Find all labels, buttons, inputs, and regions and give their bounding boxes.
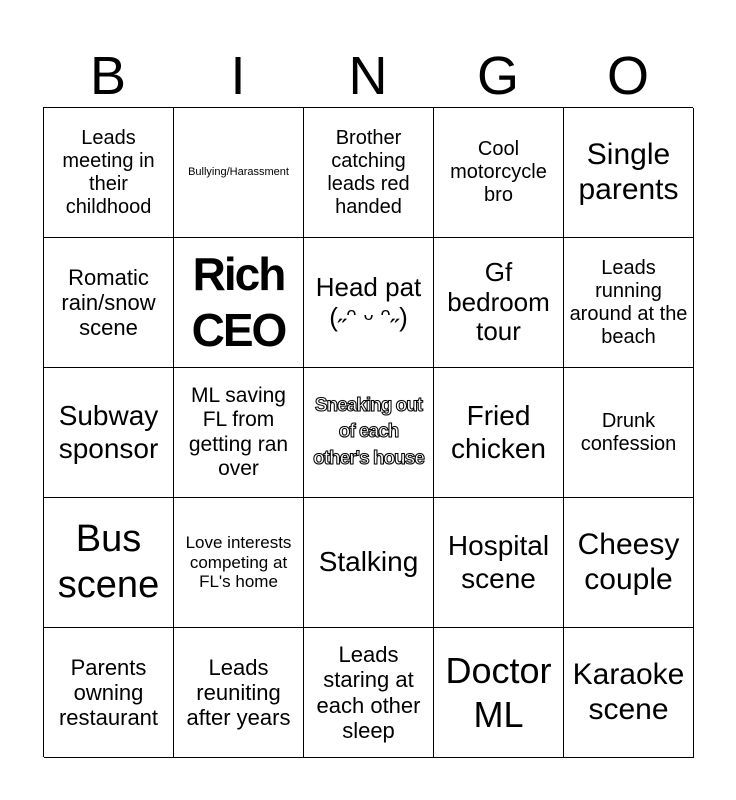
bingo-cell[interactable]: Gf bedroom tour <box>434 238 564 368</box>
header-letter-g: G <box>476 46 519 106</box>
bingo-cell[interactable]: Leads reuniting after years <box>174 628 304 758</box>
header-letter-i: I <box>230 46 246 106</box>
bingo-cell[interactable]: Subway sponsor <box>44 368 174 498</box>
bingo-cell[interactable]: Cheesy couple <box>564 498 694 628</box>
bingo-cell[interactable]: Stalking <box>304 498 434 628</box>
header-letter-o: O <box>606 46 649 106</box>
bingo-header <box>43 45 693 107</box>
bingo-cell[interactable]: Head pat (˶ᵔ ᵕ ᵔ˶) <box>304 238 434 368</box>
bingo-cell[interactable]: Bus scene <box>44 498 174 628</box>
bingo-cell[interactable]: Sneaking out of each other's house <box>304 368 434 498</box>
bingo-cell[interactable]: Single parents <box>564 108 694 238</box>
bingo-cell[interactable]: Hospital scene <box>434 498 564 628</box>
header-letter-n: N <box>348 46 388 106</box>
bingo-cell[interactable]: Leads meeting in their childhood <box>44 108 174 238</box>
bingo-cell[interactable]: Brother catching leads red handed <box>304 108 434 238</box>
bingo-cell[interactable]: Cool motorcycle bro <box>434 108 564 238</box>
bingo-grid <box>43 107 693 757</box>
bingo-cell[interactable]: Karaoke scene <box>564 628 694 758</box>
bingo-cell[interactable]: Love interests competing at FL's home <box>174 498 304 628</box>
bingo-cell[interactable]: Leads running around at the beach <box>564 238 694 368</box>
bingo-cell[interactable]: Leads staring at each other sleep <box>304 628 434 758</box>
bingo-cell[interactable]: ML saving FL from getting ran over <box>174 368 304 498</box>
bingo-cell[interactable]: Doctor ML <box>434 628 564 758</box>
bingo-cell[interactable]: Drunk confession <box>564 368 694 498</box>
bingo-cell[interactable]: Bullying/Harassment <box>174 108 304 238</box>
bingo-cell[interactable]: Rich CEO <box>174 238 304 368</box>
bingo-cell[interactable]: Fried chicken <box>434 368 564 498</box>
bingo-cell[interactable]: Romatic rain/snow scene <box>44 238 174 368</box>
header-letter-b: B <box>89 46 127 106</box>
bingo-cell[interactable]: Parents owning restaurant <box>44 628 174 758</box>
